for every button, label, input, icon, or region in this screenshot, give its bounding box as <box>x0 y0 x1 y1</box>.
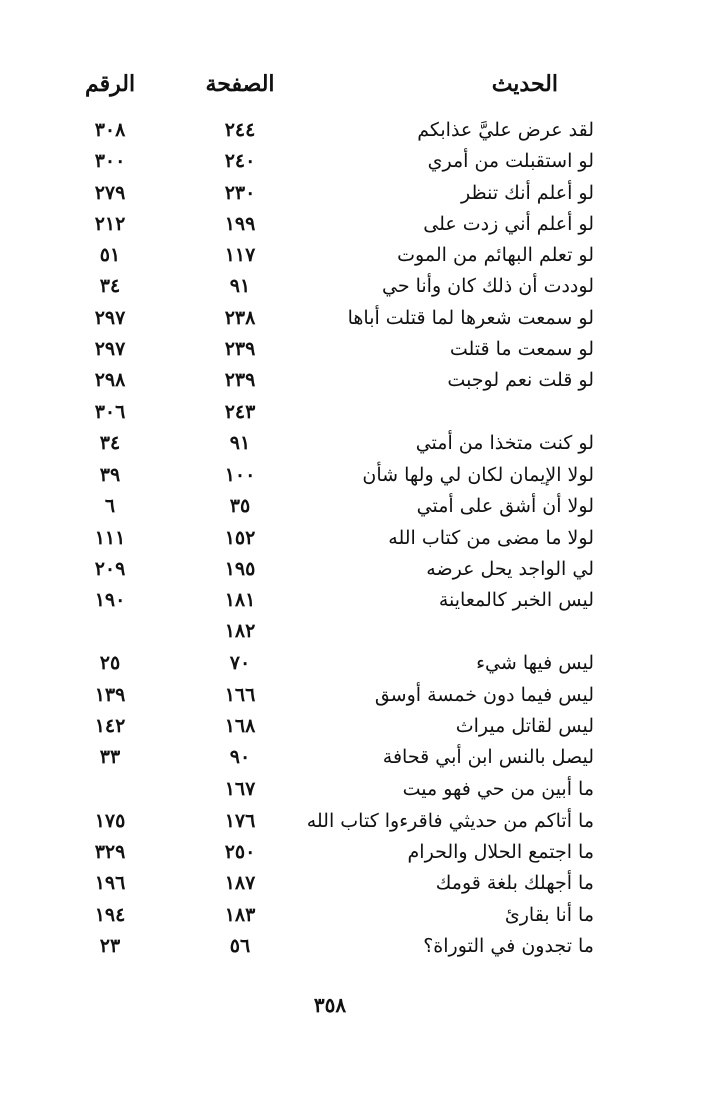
hadith-text: لو قلت نعم لوجبت <box>447 369 594 392</box>
hadith-text: لقد عرض عليَّ عذابكم <box>417 119 594 141</box>
hadith-number: ٢٣ <box>99 934 121 957</box>
table-row <box>0 209 718 240</box>
page-number: ٩١ <box>229 431 251 454</box>
hadith-number: ٣٠٨ <box>94 119 126 141</box>
table-row <box>0 648 718 680</box>
table-row <box>0 178 718 209</box>
hadith-number: ٣٣ <box>99 746 121 769</box>
page-number: ٢٥٠ <box>224 840 256 863</box>
page-number: ١٧٦ <box>224 809 256 832</box>
page-number: ٢٤٠ <box>224 150 256 173</box>
hadith-text: لو أعلم أني زدت على <box>423 212 594 235</box>
page-number: ١٦٧ <box>224 777 256 800</box>
table-row <box>0 554 718 585</box>
table-header <box>0 64 718 104</box>
hadith-number: ٢٠٩ <box>94 557 126 580</box>
table-row <box>0 806 718 837</box>
table-row <box>0 397 718 428</box>
hadith-number: ١٩٦ <box>94 872 126 895</box>
hadith-text: لو سمعت ما قتلت <box>449 338 594 361</box>
page-number: ٢٣٨ <box>224 306 256 329</box>
table-row <box>0 303 718 334</box>
hadith-number: ٣٤ <box>99 431 121 454</box>
hadith-text: لو سمعت شعرها لما قتلت أباها <box>347 306 594 329</box>
table-row <box>0 680 718 711</box>
table-row <box>0 523 718 554</box>
hadith-number: ١٩٤ <box>94 903 126 926</box>
page-number: ٢٣٩ <box>224 369 256 392</box>
page-number: ١٠٠ <box>224 463 256 486</box>
table-row <box>0 460 718 491</box>
table-row <box>0 900 718 931</box>
table-row <box>0 428 718 460</box>
hadith-text: ليصل بالنس ابن أبي قحافة <box>382 746 594 769</box>
hadith-number: ١٩٠ <box>94 589 126 612</box>
hadith-text: ما اجتمع الحلال والحرام <box>407 840 594 863</box>
hadith-number: ٣٩ <box>99 463 121 486</box>
hadith-text: ما أتاكم من حديثي فاقرءوا كتاب الله <box>306 809 594 832</box>
page-number: ٩٠ <box>229 746 251 769</box>
hadith-number: ١١١ <box>94 526 126 549</box>
page-number: ١٨٢ <box>224 620 256 643</box>
table-row <box>0 491 718 522</box>
table-row <box>0 365 718 396</box>
hadith-text: لولا الإيمان لكان لي ولها شأن <box>362 463 594 486</box>
hadith-text: لو أعلم أنك تنظر <box>461 181 594 204</box>
hadith-number: ١٧٥ <box>94 809 126 832</box>
table-row <box>0 774 718 806</box>
table-row <box>0 931 718 962</box>
hadith-column-header: الحديث <box>491 71 558 97</box>
page-number: ١٦٦ <box>224 683 256 706</box>
hadith-number: ٥١ <box>99 244 121 267</box>
page-number: ٩١ <box>229 275 251 298</box>
page-column-header: الصفحة <box>205 71 275 97</box>
hadith-text: ليس فيها شيء <box>476 651 594 674</box>
page-number: ٣٥ <box>229 495 251 518</box>
hadith-text: ليس الخبر كالمعاينة <box>438 589 594 612</box>
hadith-number: ٣٠٠ <box>94 150 126 173</box>
table-row <box>0 585 718 616</box>
hadith-number: ١٣٩ <box>94 683 126 706</box>
number-column-header: الرقم <box>84 71 136 97</box>
page-number-footer: ٣٥٨ <box>313 993 347 1017</box>
hadith-number: ٢٩٧ <box>94 338 126 361</box>
hadith-text: ما تجدون في التوراة؟ <box>423 934 594 957</box>
page-number: ١١٧ <box>224 244 256 267</box>
hadith-number: ٣٢٩ <box>94 840 126 863</box>
hadith-number: ١٤٢ <box>94 715 126 738</box>
hadith-text: لو كنت متخذا من أمتي <box>415 431 594 454</box>
page-number: ٥٦ <box>229 934 251 957</box>
hadith-number: ٦ <box>104 495 116 518</box>
hadith-text: لو استقبلت من أمري <box>427 150 594 173</box>
page-number: ١٩٩ <box>224 212 256 235</box>
hadith-text: لي الواجد يحل عرضه <box>426 557 594 580</box>
table-row <box>0 240 718 271</box>
hadith-number: ٢٧٩ <box>94 181 126 204</box>
hadith-number: ٢٩٧ <box>94 306 126 329</box>
hadith-text: ليس لقاتل ميراث <box>455 715 594 738</box>
hadith-text: لولا ما مضى من كتاب الله <box>388 526 594 549</box>
table-row <box>0 616 718 647</box>
hadith-text: ما أنا بقارئ <box>504 903 594 926</box>
table-row <box>0 868 718 899</box>
table-row <box>0 742 718 773</box>
hadith-text: لولا أن أشق على أمتي <box>416 495 594 518</box>
hadith-number: ٣٠٦ <box>94 400 126 423</box>
hadith-text: لوددت أن ذلك كان وأنا حي <box>381 275 594 298</box>
hadith-text: ليس فيما دون خمسة أوسق <box>374 683 594 706</box>
hadith-number: ٢٥ <box>99 651 121 674</box>
page-number: ١٦٨ <box>224 715 256 738</box>
page-number: ١٥٢ <box>224 526 256 549</box>
hadith-text: ما أجهلك بلغة قومك <box>435 872 594 895</box>
table-row <box>0 711 718 742</box>
page-number: ٢٣٩ <box>224 338 256 361</box>
page-number: ٢٤٤ <box>224 119 256 141</box>
page-number: ١٨٣ <box>224 903 256 926</box>
table-row <box>0 115 718 146</box>
hadith-number: ٢١٢ <box>94 212 126 235</box>
table-row <box>0 271 718 302</box>
page-number: ١٨١ <box>224 589 256 612</box>
page-number: ٢٣٠ <box>224 181 256 204</box>
hadith-text: ما أبين من حي فهو ميت <box>402 777 594 800</box>
hadith-number: ٢٩٨ <box>94 369 126 392</box>
page-number: ١٩٥ <box>224 557 256 580</box>
page-number: ٧٠ <box>229 651 251 674</box>
page-number: ٢٤٣ <box>224 400 256 423</box>
table-row <box>0 837 718 868</box>
table-row <box>0 146 718 177</box>
hadith-text: لو تعلم البهائم من الموت <box>397 244 594 267</box>
page-number: ١٨٧ <box>224 872 256 895</box>
index-rows <box>0 115 718 962</box>
table-row <box>0 334 718 365</box>
hadith-number: ٣٤ <box>99 275 121 298</box>
